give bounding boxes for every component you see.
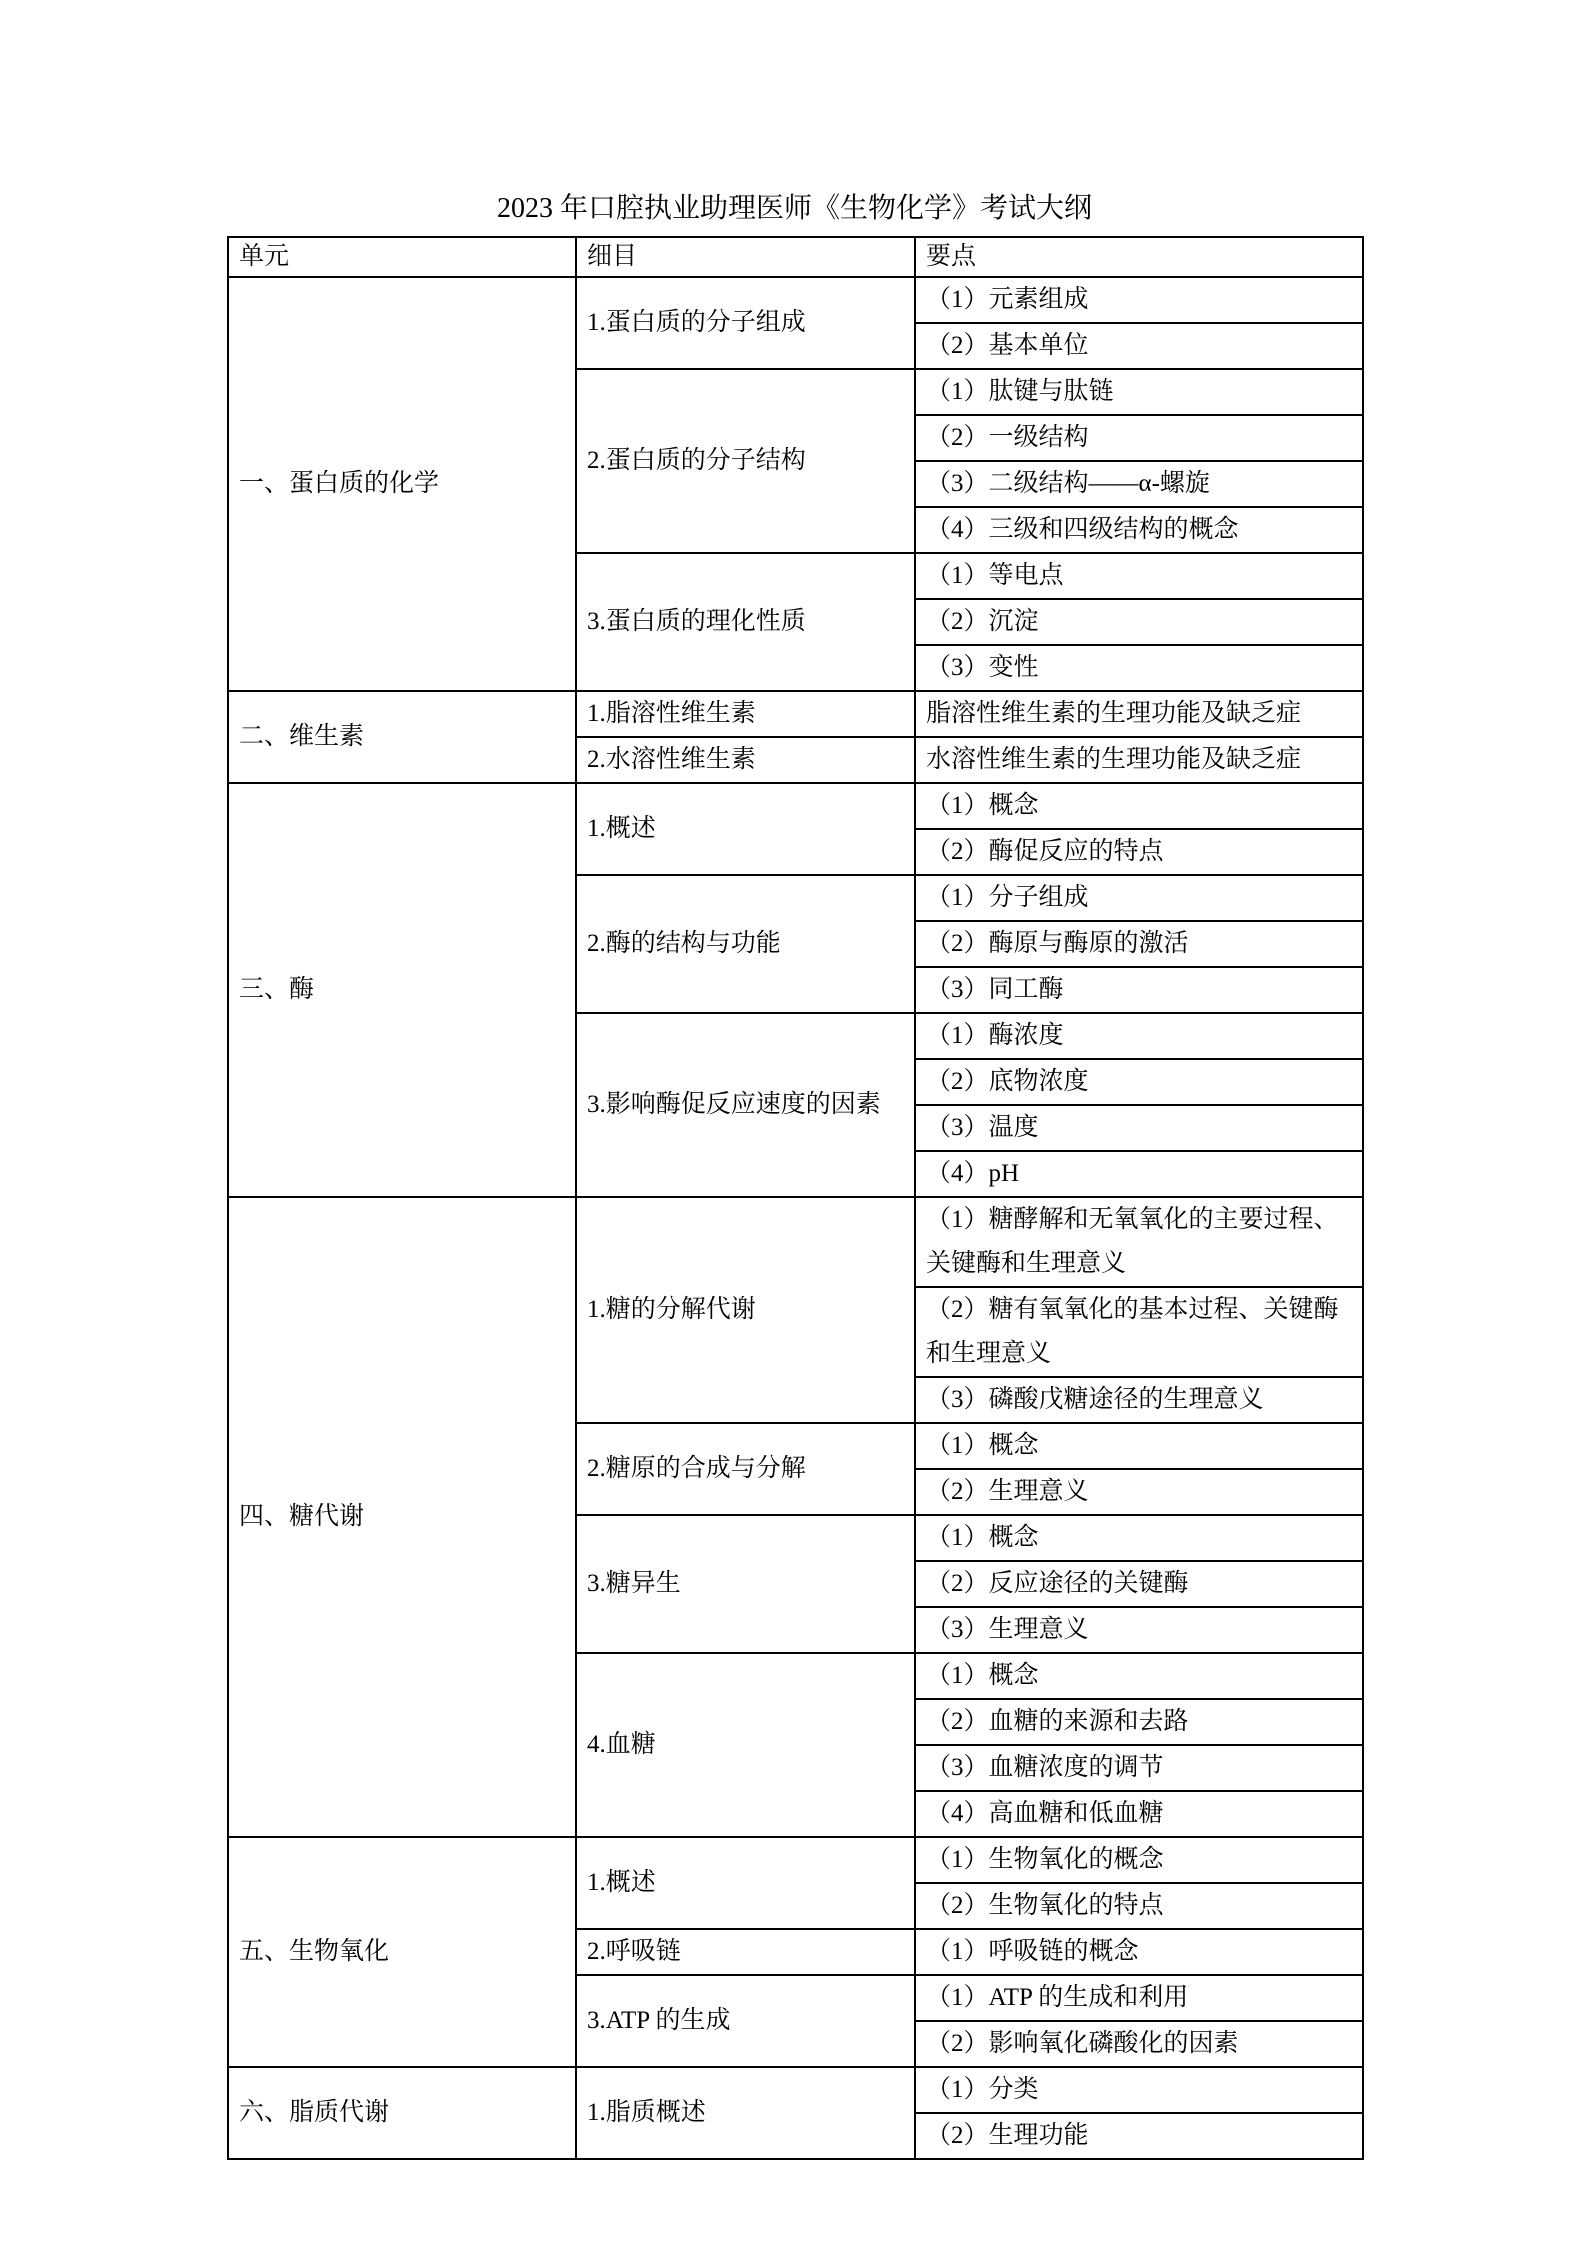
column-header-points: 要点 (915, 237, 1363, 277)
detail-cell: 3.影响酶促反应速度的因素 (576, 1013, 915, 1197)
exam-outline-table (227, 236, 1364, 2160)
point-cell: （3）血糖浓度的调节 (915, 1745, 1363, 1791)
detail-cell: 3.糖异生 (576, 1515, 915, 1653)
point-cell: （3）同工酶 (915, 967, 1363, 1013)
point-cell: （1）等电点 (915, 553, 1363, 599)
unit-cell: 五、生物氧化 (228, 1837, 576, 2067)
point-cell: （1）肽键与肽链 (915, 369, 1363, 415)
point-cell: （1）概念 (915, 1423, 1363, 1469)
point-cell: （1）呼吸链的概念 (915, 1929, 1363, 1975)
point-cell: （1）ATP 的生成和利用 (915, 1975, 1363, 2021)
detail-cell: 2.酶的结构与功能 (576, 875, 915, 1013)
detail-cell: 3.蛋白质的理化性质 (576, 553, 915, 691)
detail-cell: 1.脂溶性维生素 (576, 691, 915, 737)
detail-cell: 1.概述 (576, 783, 915, 875)
table-row (228, 277, 1363, 323)
detail-cell: 2.蛋白质的分子结构 (576, 369, 915, 553)
point-cell: （2）生理功能 (915, 2113, 1363, 2159)
detail-cell: 4.血糖 (576, 1653, 915, 1837)
point-cell: （2）影响氧化磷酸化的因素 (915, 2021, 1363, 2067)
point-cell: （4）三级和四级结构的概念 (915, 507, 1363, 553)
point-cell: （1）元素组成 (915, 277, 1363, 323)
column-header-detail: 细目 (576, 237, 915, 277)
table-row (228, 783, 1363, 829)
point-cell: （1）概念 (915, 1515, 1363, 1561)
point-cell: （4）pH (915, 1151, 1363, 1197)
detail-cell: 2.糖原的合成与分解 (576, 1423, 915, 1515)
point-cell: （2）沉淀 (915, 599, 1363, 645)
unit-cell: 二、维生素 (228, 691, 576, 783)
point-cell: （2）反应途径的关键酶 (915, 1561, 1363, 1607)
point-cell: （3）二级结构——α-螺旋 (915, 461, 1363, 507)
point-cell: 水溶性维生素的生理功能及缺乏症 (915, 737, 1363, 783)
point-cell: （3）温度 (915, 1105, 1363, 1151)
point-cell: （2）底物浓度 (915, 1059, 1363, 1105)
point-cell: （3）磷酸戊糖途径的生理意义 (915, 1377, 1363, 1423)
point-cell: （2）酶促反应的特点 (915, 829, 1363, 875)
point-cell: （3）生理意义 (915, 1607, 1363, 1653)
detail-cell: 1.蛋白质的分子组成 (576, 277, 915, 369)
point-cell: （2）基本单位 (915, 323, 1363, 369)
unit-cell: 一、蛋白质的化学 (228, 277, 576, 691)
point-cell: （1）分类 (915, 2067, 1363, 2113)
point-cell: （2）一级结构 (915, 415, 1363, 461)
table-header-row (228, 237, 1363, 277)
table-row (228, 691, 1363, 737)
detail-cell: 2.呼吸链 (576, 1929, 915, 1975)
point-cell: （2）生理意义 (915, 1469, 1363, 1515)
unit-cell: 三、酶 (228, 783, 576, 1197)
document-page (227, 0, 1362, 2160)
point-cell: （2）糖有氧氧化的基本过程、关键酶和生理意义 (915, 1287, 1363, 1377)
detail-cell: 2.水溶性维生素 (576, 737, 915, 783)
point-cell: （1）酶浓度 (915, 1013, 1363, 1059)
point-cell: （2）生物氧化的特点 (915, 1883, 1363, 1929)
point-cell: （1）概念 (915, 783, 1363, 829)
detail-cell: 3.ATP 的生成 (576, 1975, 915, 2067)
detail-cell: 1.糖的分解代谢 (576, 1197, 915, 1423)
table-row (228, 2067, 1363, 2113)
detail-cell: 1.概述 (576, 1837, 915, 1929)
column-header-unit: 单元 (228, 237, 576, 277)
document-title: 2023 年口腔执业助理医师《生物化学》考试大纲 (496, 193, 1092, 224)
unit-cell: 四、糖代谢 (228, 1197, 576, 1837)
point-cell: （1）概念 (915, 1653, 1363, 1699)
table-row (228, 1197, 1363, 1287)
point-cell: （2）酶原与酶原的激活 (915, 921, 1363, 967)
point-cell: （3）变性 (915, 645, 1363, 691)
table-row (228, 1837, 1363, 1883)
point-cell: （4）高血糖和低血糖 (915, 1791, 1363, 1837)
point-cell: （2）血糖的来源和去路 (915, 1699, 1363, 1745)
detail-cell: 1.脂质概述 (576, 2067, 915, 2159)
point-cell: 脂溶性维生素的生理功能及缺乏症 (915, 691, 1363, 737)
point-cell: （1）分子组成 (915, 875, 1363, 921)
point-cell: （1）生物氧化的概念 (915, 1837, 1363, 1883)
unit-cell: 六、脂质代谢 (228, 2067, 576, 2159)
point-cell: （1）糖酵解和无氧氧化的主要过程、关键酶和生理意义 (915, 1197, 1363, 1287)
